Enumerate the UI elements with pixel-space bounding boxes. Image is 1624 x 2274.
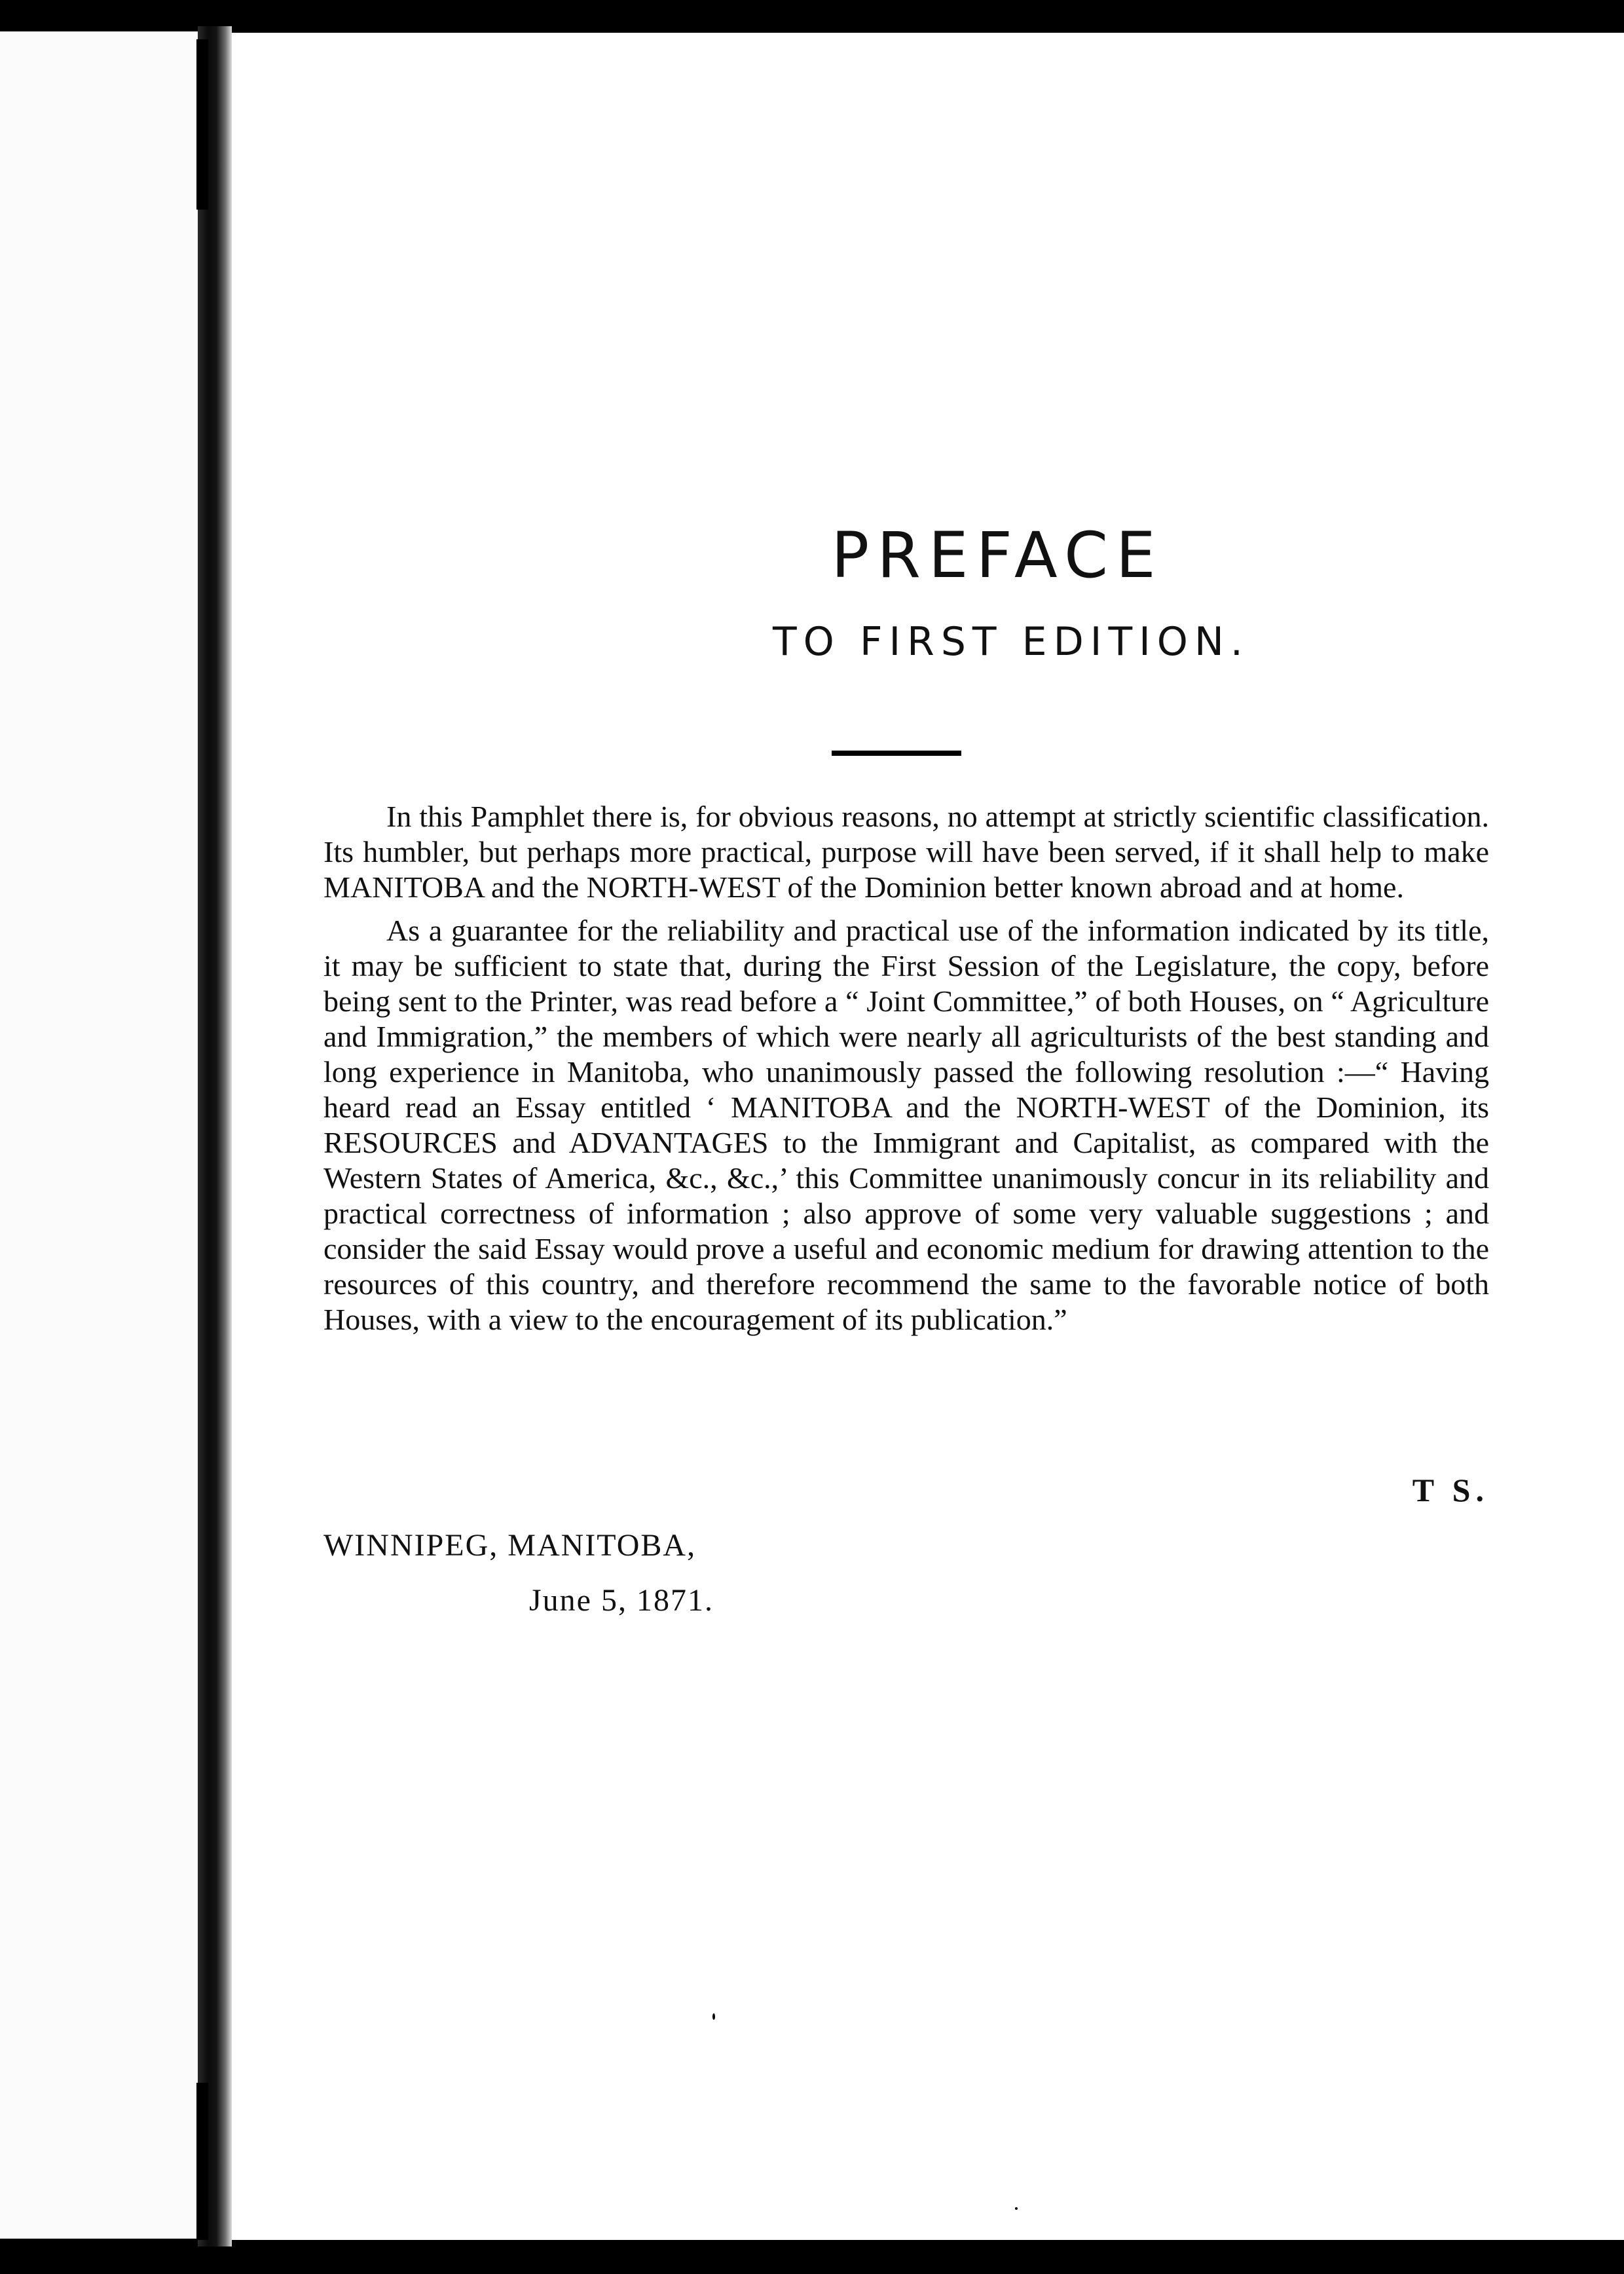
page-title: PREFACE bbox=[831, 519, 1164, 592]
preface-body bbox=[323, 799, 1489, 1337]
book-gutter bbox=[198, 26, 232, 2246]
paragraph: As a guarantee for the reliability and practical use of the information indicated by its title, it may be sufficient to state that, during the First Session of the Legislature, the copy, before being sent to the Printer, was read before a “ Joint Committee,” of both Houses, on “ Agriculture and Immigration,” the members of which were nearly all agriculturists of the best standing and long experience in Manitoba, who unanimously passed the following resolution :—“ Having heard read an Essay entitled ‘ MANITOBA and the NORTH-WEST of the Dominion, its RESOURCES and ADVANTAGES to the Immigrant and Capitalist, as compared with the Western States of America, &c., &c.,’ this Committee unanimously concur in its reliability and practical correctness of information ; also approve of some very valuable suggestions ; and consider the said Essay would prove a useful and economic medium for drawing attention to the resources of this country, and therefore recommend the same to the favorable notice of both Houses, with a view to the encouragement of its publication.” bbox=[323, 914, 1489, 1336]
dateline-date: June 5, 1871. bbox=[529, 1583, 714, 1618]
title-rule bbox=[832, 751, 961, 756]
gutter-shadow bbox=[196, 39, 208, 210]
page-subtitle: TO FIRST EDITION. bbox=[773, 619, 1249, 665]
preface-page bbox=[232, 33, 1624, 2240]
author-signature: T S. bbox=[1412, 1472, 1489, 1508]
dateline-place: WINNIPEG, MANITOBA, bbox=[323, 1528, 697, 1563]
facing-page-edge bbox=[0, 31, 198, 2239]
paragraph: In this Pamphlet there is, for obvious reasons, no attempt at strictly scientific classification. Its humbler, but perhaps more practical, purpose will have been served, if it shall help to make MANITOBA and the NORTH-WEST of the Dominion better known abroad and at home. bbox=[323, 800, 1489, 904]
gutter-shadow bbox=[196, 2083, 208, 2240]
